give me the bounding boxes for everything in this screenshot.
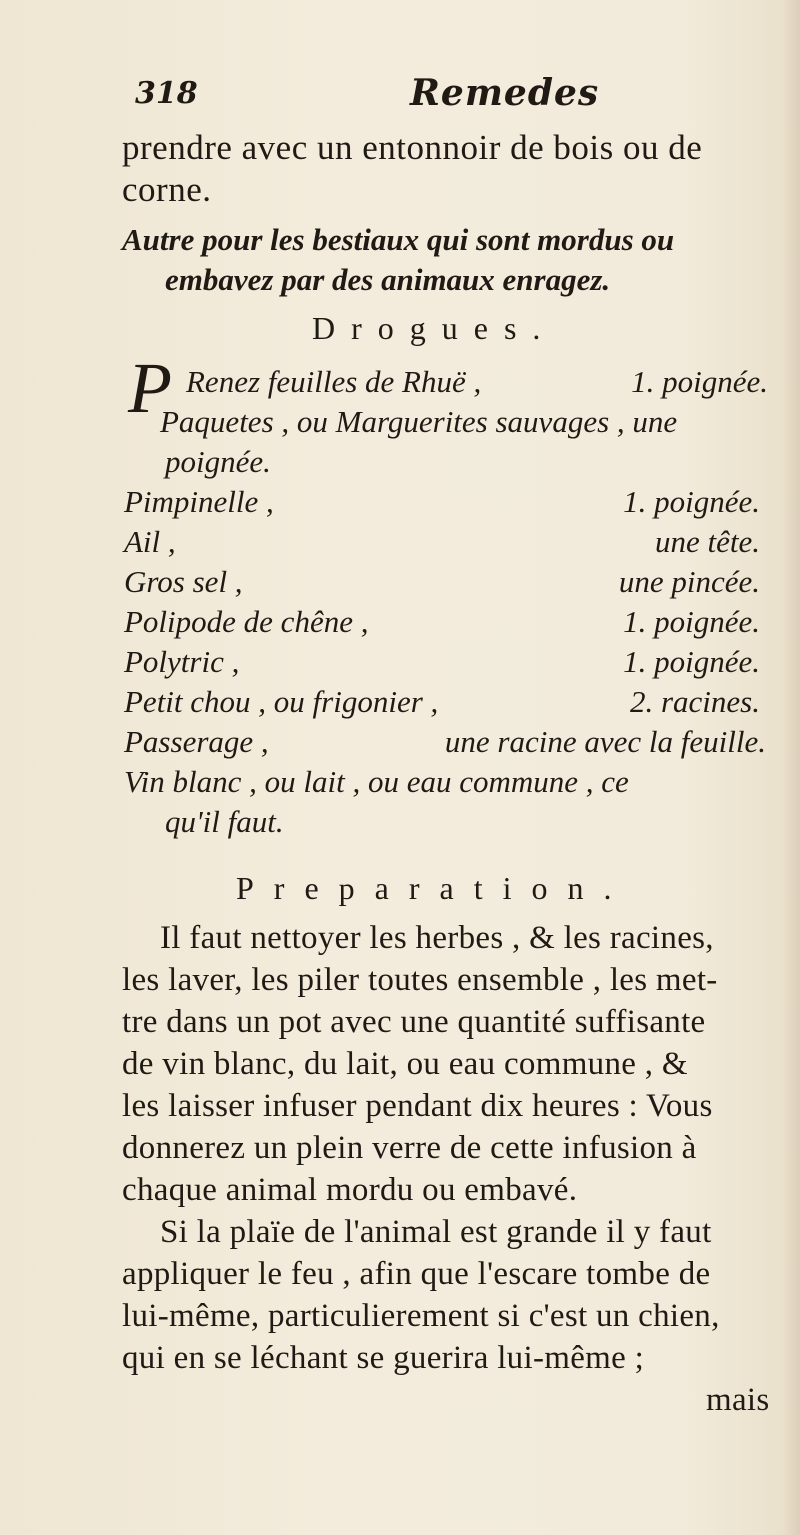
running-head: Remedes (410, 72, 600, 114)
intro-line-2: corne. (122, 170, 212, 209)
section-heading-drogues: Drogues. (312, 310, 557, 346)
drogue-paquetes: Paquetes , ou Marguerites sauvages , une (160, 404, 678, 439)
preparation-line: donnerez un plein verre de cette infusion à (122, 1130, 697, 1166)
preparation-line: chaque animal mordu ou embavé. (122, 1172, 578, 1208)
drogue-qty: 1. poignée. (623, 644, 760, 679)
drogue-qty: une pincée. (618, 564, 760, 599)
drogue-paquetes-cont: poignée. (165, 444, 271, 479)
drogue-rhue: Renez feuilles de Rhuë , (186, 364, 482, 399)
drogue-item: Pimpinelle , (124, 484, 274, 519)
drogue-qty: 2. racines. (629, 684, 760, 719)
page-header (115, 72, 755, 122)
drogue-vin-cont: qu'il faut. (165, 804, 284, 839)
preparation-line: qui en se léchant se guerira lui-même ; (122, 1340, 645, 1376)
intro-line-1: prendre avec un entonnoir de bois ou de (122, 128, 703, 167)
page-number: 318 (135, 76, 198, 111)
preparation-line: les laisser infuser pendant dix heures : Vous (122, 1088, 713, 1124)
drogue-item: Petit chou , ou frigonier , (124, 684, 439, 719)
preparation-line: les laver, les piler toutes ensemble , les met- (122, 962, 718, 998)
page-edge-shadow (782, 0, 800, 1535)
drogue-qty: une tête. (654, 524, 760, 559)
preparation-line: Si la plaïe de l'animal est grande il y faut (160, 1214, 712, 1250)
drogue-item: Polytric , (124, 644, 240, 679)
drogue-item: Polipode de chêne , (124, 604, 369, 639)
drogue-qty: 1. poignée. (623, 604, 760, 639)
drogue-item: Ail , (124, 524, 176, 559)
drogue-passerage: Passerage , (124, 724, 269, 759)
recipe-title-line-1: Autre pour les bestiaux qui sont mordus ou (122, 222, 675, 257)
drop-cap: P (128, 348, 172, 428)
preparation-line: Il faut nettoyer les herbes , & les racines, (160, 920, 714, 956)
preparation-line: de vin blanc, du lait, ou eau commune , & (122, 1046, 688, 1082)
catchword: mais (706, 1382, 770, 1418)
drogue-passerage-qty: une racine avec la feuille. (444, 724, 766, 759)
section-heading-preparation: Preparation. (236, 870, 632, 906)
recipe-title-line-2: embavez par des animaux enragez. (165, 262, 611, 297)
drogue-item: Gros sel , (124, 564, 243, 599)
preparation-line: appliquer le feu , afin que l'escare tombe de (122, 1256, 711, 1292)
preparation-line: lui-même, particulierement si c'est un chien, (122, 1298, 720, 1334)
preparation-line: tre dans un pot avec une quantité suffisante (122, 1004, 706, 1040)
drogue-vin: Vin blanc , ou lait , ou eau commune , ce (124, 764, 629, 799)
drogue-rhue-qty: 1. poignée. (631, 364, 768, 399)
drogue-qty: 1. poignée. (623, 484, 760, 519)
